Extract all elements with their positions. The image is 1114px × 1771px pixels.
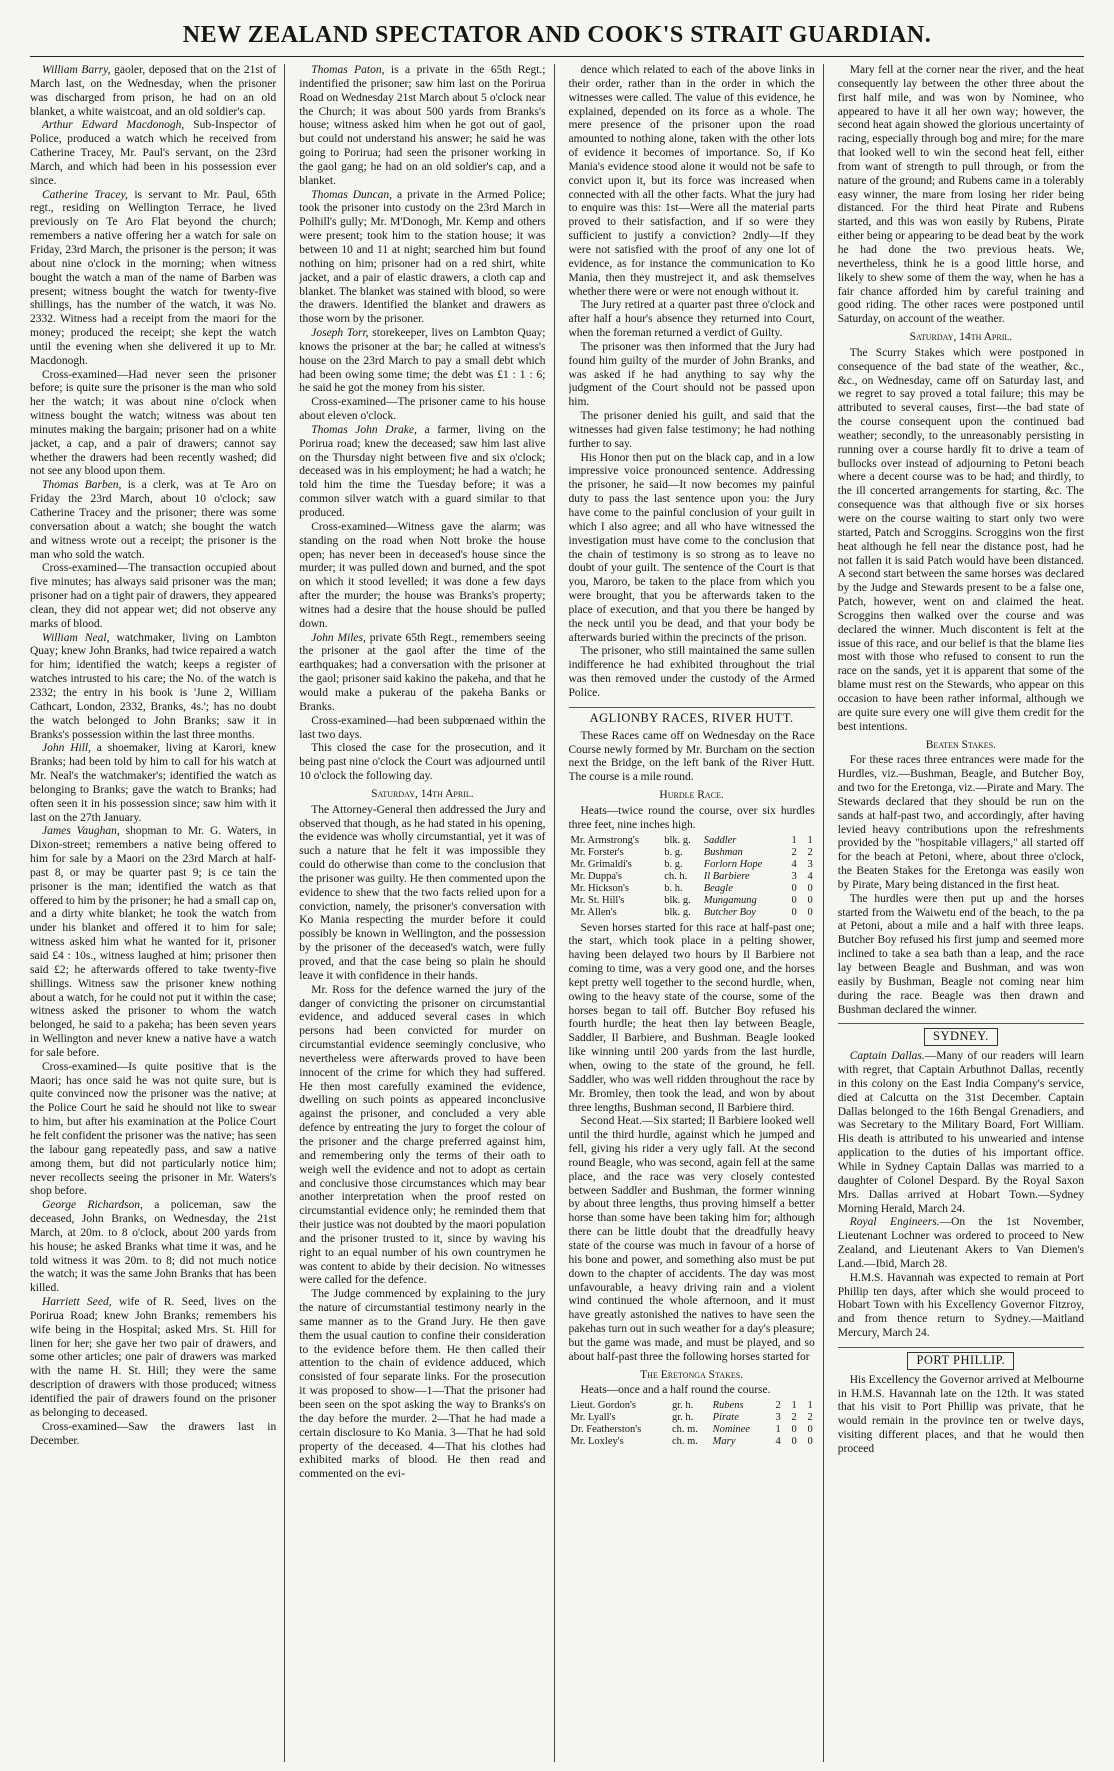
paragraph-text: wife of R. Seed, lives on the Porirua Road; knew John Branks; remembers his wife being in the Hospital; asked Mrs. St. Hill for linen for her; she gave her two pair of drawers, and some other articles; one pair of drawers was marked with the name H. St. Hill; they were the same description of drawers with those produced; witness identified the pair of drawers found on the prisoner as belonging to deceased. bbox=[30, 1296, 277, 1419]
paragraph: Seven horses started for this race at half-past one; the start, which took place in a pelting shower, having been delayed two hours by Il Barbiere not coming to time, was a very good one, and the horses kept pretty well together to the second hurdle, when, owing to the heavy state of the course, some of the horses began to tail off. Butcher Boy refused his fourth hurdle; the heat then lay between Beagle, Saddler, Il Barbiere, and Bushman. Beagle looked like winning until 200 yards from the last hurdle, when, owing to the state of the ground, he fell. Saddler, who was well ridden throughout the race by Mr. Bromley, then took the lead, and won by about three lengths, Bushman second, Il Barbiere third. bbox=[568, 921, 815, 1114]
race-row bbox=[569, 1424, 815, 1436]
paragraph-text: The prisoner denied his guilt, and said that the witnesses had given false testimony; he had nothing further to say. bbox=[568, 410, 815, 450]
paragraph-text: The Attorney-General then addressed the Jury and observed that though, as he had stated in his opening, the evidence was wholly circumstantial, yet it was of such a nature that he felt it was impossible they could do otherwise than come to the conclusion that the prisoner was guilty. He then commented upon the evidence to shew that the two facts relied upon for a conviction, namely, the prisoner's conversation with Ko Mania respecting the murder before it could possibly be known in Wellington, and the possession by the prisoner of the deceased's watch, were fully proved, and that the case being so plain he should leave it with confidence in their hands. bbox=[299, 803, 546, 982]
paragraph bbox=[838, 1272, 1084, 1341]
col2-body-b bbox=[299, 804, 545, 1482]
race-heat-position: 1 bbox=[775, 1424, 781, 1436]
race-horse-name: Il Barbiere bbox=[703, 870, 750, 882]
race-horse-colour: blk. g. bbox=[664, 906, 691, 918]
paragraph-text: For these races three entrances were made for the Hurdles, viz.—Bushman, Beagle, and Butcher Boy, and two for the Eretonga, viz.—Pirate and Mary. The Stewards declared that they should be run on the sands at half-past two, and accordingly, after having levied heavy contributions upon the refreshments provided by the "hospitable villagers," all started off for the beach at Petoni, where, about three o'clock, the Beaten Stakes for the Eretonga was easily won by Pirate, Mary being distanced in the first heat. bbox=[837, 754, 1084, 891]
port-phillip-heading-text: PORT PHILLIP. bbox=[907, 1352, 1014, 1370]
paragraph-text: —Many of our readers will learn with regret, that Captain Arbuthnot Dallas, recently in this colony on the East India Company's service, died at Calcutta on the 31st December. Captain Dallas belonged to the 16th Bengal Grenadiers, and was Secretary to the Military Board, Fort William. His death is attributed to his unwearied and intense application to the duties of his important office. While in Sydney Captain Dallas was married to a daughter of Colonel Despard. By the Royal Saxon Mrs. Dallas arrived at Hobart Town.—Sydney Morning Herald, March 24. bbox=[837, 1050, 1084, 1215]
race-horse-colour: b. g. bbox=[664, 858, 683, 870]
paragraph-text: The prisoner was then informed that the Jury had found him guilty of the murder of John Branks, and was asked if he had anything to say why the judgment of the Court should not be passed upon him. bbox=[568, 340, 815, 409]
paragraph-text: is a private in the 65th Regt.; indentified the prisoner; saw him last on the Porirua Road on Wednesday 21st March about 5 o'clock near the Church; it was about 500 yards from Branks's house; witness asked him when he got out of gaol, but could not understand his answer; he said he was going to Porirua; had seen the prisoner working in the gaol gang; he had on an old soldier's cap, and a blanket. bbox=[299, 64, 546, 187]
paragraph bbox=[838, 347, 1084, 735]
paragraph-lead: Thomas Paton, bbox=[311, 64, 385, 76]
race-horse-name: Mungamung bbox=[703, 894, 757, 906]
paragraph-text: Mary fell at the corner near the river, and the heat consequently lay between the other three about the first half mile, and was won by Nominee, who appeared to have it all her own way; however, the second heat again showed the glorious uncertainty of racing, especially through bog and mire; for the mare that looked well to win the second heat fell, either from want of strength to pull through, or from the nature of the ground; and Rubens came in a tolerably easy winner, the mare from losing her rider being distanced. For the third heat Pirate and Rubens started, and this was won easily by Rubens, Pirate either being or appearing to be dead beat by the work he had done the two previous heats. We, nevertheless, think he is a good little horse, and likely to shew some of them the way, when he has a fair chance afforded him by careful training and good riding. The other races were postponed until Saturday, on account of the weather. bbox=[837, 64, 1084, 326]
paragraph-text: is servant to Mr. Paul, 65th regt., residing on Wellington Terrace, he lived previously on Te Aro Flat beyond the church; remembers a native offering her a watch for sale on Friday, 23rd March, the prisoner is the person; it was about nine o'clock in the morning; when witness bought the watch a man of the name of Barben was present; witness bought the watch for twenty-five shillings, has the number of the watch, it was No. 2332. Witness had a receipt from the maori for the money; produced the receipt; she kept the watch until the evening when she delivered it up to Mr. Macdonogh. bbox=[30, 188, 277, 367]
races-heading-text: AGLIONBY RACES, RIVER HUTT. bbox=[589, 710, 794, 725]
paragraph-text: His Honor then put on the black cap, and in a low impressive voice pronounced sentence. Addressing the prisoner, he said—It now becomes my painful duty to pass the last sentence upon you: the Jury have come to the painful conclusion of your guilt in which I also agree; and all who have witnessed the investigation must have come to the conclusion that the chain of testimony is so strong as to leave no doubt of your guilt. The sentence of the Court is that you, Maroro, be taken to the place from which you were brought, that you be afterwards taken to the place of execution, and that you there be hanged by the neck until you be dead, and that your body be afterwards buried within the precincts of the prison. bbox=[568, 451, 815, 644]
race-owner: Mr. Duppa's bbox=[570, 870, 622, 882]
paragraph-text: Mr. Ross for the defence warned the jury of the danger of convicting the prisoner on circumstantial evidence, and adduced several cases in which persons had been convicted for murder on circumstantial evidence seemingly conclusive, who nevertheless were afterwards proved to have been innocent of the crime for which they had suffered. He then most carefully examined the evidence, dwelling on such points as appeared inconclusive against the prisoner, and concluded a very able defence by entreating the jury to forget the colour of the prisoner and the charge preferred against him, and remembering only the terms of their oath to weigh well the evidence and not to adopt as certain and conclusive those circumstances which may bear another interpretation when the proof rested on circumstantial evidence only; he reminded them that their justice was not doubted by the maori population and the prisoner trusted to it, since by waving his right to an equal number of his own countrymen he was content to abide by their decision. No witnesses were called for the defence. bbox=[299, 983, 546, 1287]
sydney-heading-text: SYDNEY. bbox=[924, 1028, 998, 1046]
col2-section-heading: Saturday, 14th April. bbox=[371, 787, 474, 800]
paragraph bbox=[30, 632, 276, 743]
paragraph-lead: George Richardson, bbox=[42, 1199, 143, 1212]
col4-section-heading: Saturday, 14th April. bbox=[909, 331, 1013, 344]
paragraph bbox=[299, 804, 545, 984]
paragraph-text: a policeman, saw the deceased, John Branks, on Wednesday, the 21st March, at 20m. to 8 o'clock, about 200 yards from his house; he asked Branks what time it was, and he told witness it was 20m. to 8; did not much notice the watch; it was the same John Branks that has been killed. bbox=[30, 1199, 277, 1295]
race-horse-colour: b. h. bbox=[664, 882, 683, 894]
race-horse-name: Rubens bbox=[712, 1400, 744, 1412]
race-row bbox=[569, 907, 815, 919]
paragraph-lead: John Miles, bbox=[311, 631, 366, 644]
paragraph bbox=[838, 1216, 1084, 1271]
paragraph bbox=[838, 1050, 1084, 1216]
paragraph-lead: Catherine Tracey, bbox=[42, 188, 128, 201]
paragraph bbox=[30, 479, 276, 562]
race-owner: Mr. St. Hill's bbox=[570, 894, 625, 906]
race-row bbox=[569, 871, 815, 883]
port-phillip-body bbox=[838, 1374, 1084, 1457]
race-horse-colour: gr. h. bbox=[671, 1400, 694, 1412]
paragraph-text: private 65th Regt., remembers seeing the prisoner at the gaol after the time of the earthquakes; had a conversation with the prisoner at the gaol; prisoner said kakino the pakeha, and that he would make a pukerau of the pakeha Banks or Branks. bbox=[299, 631, 546, 713]
col2-body bbox=[299, 64, 545, 784]
eretonga-table bbox=[569, 1400, 815, 1448]
race-row bbox=[569, 847, 815, 859]
races-intro: These Races came off on Wednesday on the Race Course newly formed by Mr. Burcham on the section next the Bridge, on the left bank of the River Hutt. The course is a mile round. bbox=[568, 729, 815, 784]
race-heat-position: 0 bbox=[807, 1436, 813, 1448]
paragraph bbox=[30, 369, 276, 480]
paragraph-text: a private in the Armed Police; took the prisoner into custody on the 23rd March in Polhill's gully; Mr. M'Donogh, Mr. Kemp and others were present; took him to the station house; it was between 10 and 11 at night; searched him but found nothing on him; prisoner had on a red shirt, white jacket, and a pair of elastic drawers, a cloth cap and blanket. The blanket was stained with blood, so were the drawers. Identified the blanket and drawers as those worn by the prisoner. bbox=[299, 188, 546, 326]
col4-body-b bbox=[838, 347, 1084, 735]
column-4 bbox=[838, 64, 1084, 1762]
col3-body bbox=[569, 64, 815, 701]
paragraph-lead: William Neal, bbox=[42, 631, 110, 644]
masthead-rule bbox=[30, 56, 1084, 57]
paragraph-text: The prisoner, who still maintained the same sullen indifference he had exhibited throughout the trial was then removed under the custody of the Armed Police. bbox=[568, 645, 815, 699]
race-horse-colour: blk. g. bbox=[664, 834, 691, 846]
race-owner: Mr. Armstrong's bbox=[570, 834, 639, 846]
paragraph bbox=[30, 64, 276, 119]
race-heat-position: 2 bbox=[807, 846, 813, 858]
race-heat-position: 1 bbox=[807, 834, 813, 846]
hurdle-race-heading: Hurdle Race. bbox=[659, 789, 724, 802]
paragraph-text: The Judge commenced by explaining to the jury the nature of circumstantial testimony nearly in the same manner as to the Grand Jury. He then gave them the usual caution to confine their consideration to the evidence before them. He then called their attention to the chain of evidence adduced, which consisted of four separate links. For the prosecution it was proposed to show—1—That the prisoner had been seen on the spot asking the way to Branks's on the day before the murder. 2—That he had made a certain disclosure to Ko Mania. 3—That he had sold property of the deceased. 4—That his clothes had exhibited marks of blood. He then read and commented on the evi- bbox=[299, 1288, 546, 1481]
paragraph bbox=[30, 562, 276, 631]
paragraph bbox=[299, 632, 545, 715]
paragraph bbox=[569, 645, 815, 700]
race-horse-colour: ch. m. bbox=[671, 1424, 698, 1436]
race-heat-position: 0 bbox=[791, 1436, 797, 1448]
paragraph-lead: Arthur Edward Macdonogh, bbox=[42, 119, 185, 132]
race-heat-position: 0 bbox=[791, 894, 797, 906]
race-heat-position: 2 bbox=[807, 1412, 813, 1424]
race-owner: Mr. Hickson's bbox=[570, 882, 629, 894]
race-row bbox=[569, 1400, 815, 1412]
race-heat-position: 0 bbox=[791, 1424, 797, 1436]
paragraph-text: —On the 1st November, Lieutenant Lochner was ordered to proceed to New Zealand, and Lieutenant Akers to Van Diemen's Land.—Ibid, March 28. bbox=[837, 1216, 1084, 1270]
race-heat-position: 4 bbox=[807, 870, 813, 882]
paragraph bbox=[299, 396, 545, 424]
column-1 bbox=[30, 64, 285, 1762]
race-horse-name: Mary bbox=[712, 1436, 736, 1448]
race-row bbox=[569, 883, 815, 895]
race-heat-position: 0 bbox=[807, 882, 813, 894]
paragraph bbox=[569, 452, 815, 646]
race-heat-position: 1 bbox=[791, 1400, 797, 1412]
paragraph bbox=[30, 189, 276, 369]
paragraph-lead: William Barry, bbox=[42, 64, 111, 76]
paragraph bbox=[569, 64, 815, 299]
race-heat-position: 3 bbox=[775, 1412, 781, 1424]
race-heat-position: 3 bbox=[807, 858, 813, 870]
paragraph bbox=[838, 893, 1084, 1018]
paragraph-text: is a clerk, was at Te Aro on Friday the 23rd March, about 10 o'clock; saw Catherine Tracey and the prisoner; there was some conversation about a watch; she bought the watch and witness wrote out a receipt; the prisoner is the man who sold the watch. bbox=[30, 479, 277, 561]
paragraph bbox=[299, 521, 545, 632]
column-3 bbox=[569, 64, 824, 1762]
race-owner: Dr. Featherston's bbox=[570, 1424, 642, 1436]
paragraph bbox=[569, 410, 815, 452]
races-heading bbox=[569, 707, 815, 726]
paragraph-text: His Excellency the Governor arrived at Melbourne in H.M.S. Havannah late on the 12th. It was stated that his visit to Port Phillip was private, that he would remain in the province ten or twelve days, visiting different places, and that he would then proceed bbox=[837, 1373, 1084, 1455]
race-heat-position: 0 bbox=[807, 906, 813, 918]
race-row bbox=[569, 1412, 815, 1424]
race-heat-position: 2 bbox=[791, 846, 797, 858]
paragraph-text: a shoemaker, living at Karori, knew Branks; had been told by him to call for his watch at Mr. Neal's the watchmaker's; identified the watch as belonging to Branks; gave the watch to Branks; had often seen it in his possession since; saw him with it last on the 27th January. bbox=[30, 742, 277, 824]
paragraph bbox=[299, 64, 545, 189]
paragraph bbox=[30, 1199, 276, 1296]
paragraph-text: The hurdles were then put up and the horses started from the Waiwetu end of the beach, to the pa at Petoni, about a mile and a half with three leaps. Butcher Boy refused his first jump and seemed more inclined to take a sea bath than a leap, and the race lay between Beagle and Bushman, and was won easily by Bushman, Beagle not coming near him during the race. Beagle was then drawn and Bushman declared the winner. bbox=[837, 892, 1084, 1016]
race-horse-colour: blk. g. bbox=[664, 894, 691, 906]
paragraph bbox=[299, 327, 545, 396]
paragraph-text: watchmaker, living on Lambton Quay; knew John Branks, had twice repaired a watch for him; identified the watch; keeps a register of watches intrusted to his care; the No. of the watch is 2332; the entry in his book is 'June 2, William Cathcart, London, 2332, Branks, 4s.'; has no doubt the watch belonged to John Branks; saw it in Branks's possession within the last three months. bbox=[30, 631, 277, 741]
paragraph bbox=[838, 1374, 1084, 1457]
race-owner: Mr. Grimaldi's bbox=[570, 858, 632, 870]
race-heat-position: 2 bbox=[775, 1400, 781, 1412]
paragraph: Second Heat.—Six started; Il Barbiere looked well until the third hurdle, against which he jumped and fell, giving his rider a very ugly fall. At the second round Beagle, who was second, again fell at the same place, and the race was very closely contested between Saddler and Bushman, the former winning by about three lengths, thus proving himself a better horse than some have been taking him for; although there can be little doubt that the dreadfully heavy state of the course was much in favour of a horse of his bone and power, and something also must be put down to the chapter of accidents. The day was most unfavourable, a heavy driving rain and a violent wind continued the whole afternoon, and it must have greatly astonished the natives to have seen the pakehas turn out in such weather for a day's pleasure; but the game was made, and must be played, and so about half-past three the following horses started for bbox=[568, 1115, 815, 1363]
paragraph-lead: John Hill, bbox=[42, 742, 91, 755]
race-heat-position: 0 bbox=[791, 882, 797, 894]
paragraph-text: Cross-examined—The prisoner came to his house about eleven o'clock. bbox=[299, 396, 546, 423]
paragraph bbox=[569, 299, 815, 341]
paragraph bbox=[30, 119, 276, 188]
eretonga-heading: The Eretonga Stakes. bbox=[640, 1368, 744, 1381]
race-horse-name: Saddler bbox=[703, 834, 737, 846]
hurdle-race-table bbox=[569, 835, 815, 919]
race-owner: Mr. Forster's bbox=[570, 846, 624, 858]
race-horse-colour: ch. m. bbox=[671, 1436, 698, 1448]
paragraph-lead: James Vaughan, bbox=[42, 825, 120, 838]
paragraph-lead: Royal Engineers. bbox=[849, 1216, 940, 1229]
eretonga-desc: Heats—once and a half round the course. bbox=[580, 1384, 771, 1397]
paragraph bbox=[30, 1061, 276, 1199]
race-heat-position: 0 bbox=[791, 906, 797, 918]
col4-body bbox=[838, 64, 1084, 327]
paragraph bbox=[299, 715, 545, 743]
paragraph bbox=[299, 424, 545, 521]
paragraph-lead: Joseph Torr, bbox=[311, 327, 369, 340]
newspaper-page bbox=[30, 64, 1084, 1762]
paragraph-text: Cross-examined—Is quite positive that is the Maori; has once said he was not quite sure, but is quite convinced now the prisoner was the native; at the Police Court he said he should not like to swear to him, but after his examination at the Police Court he felt confident the prisoner was the native; has seen the labour gang repeatedly pass, and saw a native among them, but did not particularly notice him; never recollects seeing the prisoner in Mr. Waters's shop before. bbox=[30, 1060, 277, 1198]
race-heat-position: 3 bbox=[791, 870, 797, 882]
race-horse-name: Butcher Boy bbox=[703, 906, 756, 918]
paragraph bbox=[30, 825, 276, 1060]
paragraph-lead: Captain Dallas. bbox=[849, 1050, 925, 1063]
paragraph-text: Cross-examined—Saw the drawers last in December. bbox=[30, 1420, 277, 1447]
sydney-heading bbox=[838, 1023, 1084, 1046]
paragraph bbox=[569, 341, 815, 410]
race-owner: Mr. Allen's bbox=[570, 906, 617, 918]
sydney-body bbox=[838, 1050, 1084, 1341]
race-horse-colour: ch. h. bbox=[664, 870, 688, 882]
paragraph-lead: Thomas Duncan, bbox=[311, 188, 392, 201]
paragraph bbox=[299, 1288, 545, 1482]
col4-body-c bbox=[838, 754, 1084, 1017]
race-horse-name: Beagle bbox=[703, 882, 733, 894]
paragraph-text: The Jury retired at a quarter past three o'clock and after half a hour's absence they returned into Court, when the foreman returned a verdict of Guilty. bbox=[568, 299, 815, 340]
paragraph bbox=[30, 1296, 276, 1421]
masthead-title: NEW ZEALAND SPECTATOR AND COOK'S STRAIT GUARDIAN. bbox=[182, 22, 932, 48]
paragraph bbox=[30, 742, 276, 825]
paragraph bbox=[30, 1421, 276, 1449]
race-horse-name: Forlorn Hope bbox=[703, 858, 763, 870]
paragraph-text: dence which related to each of the above links in their order, rather than in the order in which the witnesses were called. The value of this evidence, he explained, depended on its force as a whole. The mere presence of the prisoner upon the road amounted to nothing alone, taken with the other lots of evidence it becomes of importance. So, if Ko Mania's evidence stood alone it would not be safe to convict upon it, but its force was increased when connected with all the other facts. What the jury had to enquire was this: 1st—Were all the material parts proved to their satisfaction, and if so were they sufficient to justify a conviction? 2ndly—If they were not satisfied with the proof of any one lot of evidence, as for instance the communication to Ko Mania, then they mustreject it, and ask themselves whether there were or were not enough without it. bbox=[568, 64, 815, 298]
race-row bbox=[569, 835, 815, 847]
paragraph-text: storekeeper, lives on Lambton Quay; knows the prisoner at the bar; he called at witness's house on the 23rd March to pay a small debt which had been owing some time; the debt was £1 : 1 : 6; he said he got the money from his sister. bbox=[299, 327, 546, 395]
race-owner: Mr. Loxley's bbox=[570, 1436, 624, 1448]
race-horse-name: Bushman bbox=[703, 846, 743, 858]
race-horse-name: Nominee bbox=[712, 1424, 750, 1436]
race-heat-position: 1 bbox=[807, 1400, 813, 1412]
paragraph-lead: Harriett Seed, bbox=[42, 1296, 112, 1309]
paragraph-text: Cross-examined—Had never seen the prisoner before; is quite sure the prisoner is the man who sold her the watch; it was about nine o'clock when witness bought the watch; witness was about ten minutes making the bargain; prisoner had on a white jacket, a cap, and a pair of drawers; cannot say whether the drawers had been recently washed; did not see any blood upon them. bbox=[30, 368, 277, 478]
race-owner: Lieut. Gordon's bbox=[570, 1400, 636, 1412]
paragraph-text: This closed the case for the prosecution, and it being past nine o'clock the Court was adjourned until 10 o'clock the following day. bbox=[299, 742, 546, 783]
race-heat-position: 4 bbox=[791, 858, 797, 870]
race-heat-position: 0 bbox=[807, 1424, 813, 1436]
paragraph bbox=[299, 742, 545, 784]
paragraph-lead: Thomas John Drake, bbox=[311, 423, 417, 436]
race-row bbox=[569, 895, 815, 907]
race-horse-colour: b. g. bbox=[664, 846, 683, 858]
col1-body bbox=[30, 64, 276, 1448]
paragraph-text: Sub-Inspector of Police, produced a watch which he received from Catherine Tracey, Mr. Paul's servant, on the 23rd March, and which had been in his possession ever since. bbox=[30, 119, 277, 187]
race-heat-position: 0 bbox=[807, 894, 813, 906]
race-row bbox=[569, 859, 815, 871]
paragraph-text: Cross-examined—Witness gave the alarm; was standing on the road when Nott broke the house open; has never been in deceased's house since the murder; it was pulled down and burned, and the spot on which it stood levelled; it was done a few days after the murder; the house was Branks's property; witnes had a desire that the house should be pulled down. bbox=[299, 520, 546, 630]
column-2 bbox=[299, 64, 554, 1762]
race-horse-colour: gr. h. bbox=[671, 1412, 694, 1424]
hurdle-race-desc: Heats—twice round the course, over six hurdles three feet, nine inches high. bbox=[568, 804, 815, 831]
paragraph-text: Cross-examined—The transaction occupied about five minutes; has always said prisoner was the man; prisoner had on a tight pair of drawers, they appeared clean, they did not appear wet; did not observe any marks of blood. bbox=[30, 562, 277, 630]
race-owner: Mr. Lyall's bbox=[570, 1412, 616, 1424]
paragraph bbox=[299, 984, 545, 1289]
port-phillip-heading bbox=[838, 1347, 1084, 1370]
beaten-stakes-heading: Beaten Stakes. bbox=[925, 738, 997, 751]
race-heat-position: 2 bbox=[791, 1412, 797, 1424]
paragraph-text: gaoler, deposed that on the 21st of March last, on the Wednesday, when the prisoner was discharged from prison, he had on an old blanket, a white waistcoat, and an old soldier's cap. bbox=[30, 64, 277, 118]
race-horse-name: Pirate bbox=[712, 1412, 739, 1424]
race-heat-position: 1 bbox=[791, 834, 797, 846]
paragraph-text: shopman to Mr. G. Waters, in Dixon-street; remembers a native being offered to him for sale by a Maori on the 23rd March at half-past 8, or may be quarter past 9; is ce tain the prisoner is the man; identified the watch as that offered to him by the prisoner; he had a small cap on, and a dirty white blanket; he took the watch from under his blanket and offered it to him for sale; witness asked him what he wanted for it, prisoner said £4 : 10s., witness laughed at him; prisoner then said £2; he afterwards offered to take twenty-five shillings. Witness saw the prisoner knew nothing about a watch, for he could not put it within the case; witness asked the prisoner to whom the watch belonged, he said to a pakeha; has been seven years in Wellington and never knew a native have a watch for sale before. bbox=[30, 825, 277, 1059]
paragraph bbox=[838, 754, 1084, 892]
paragraph-text: H.M.S. Havannah was expected to remain at Port Phillip ten days, after which she would proceed to Hobart Town with his Excellency Governor Fitzroy, and from thence return to Sydney.—Maitland Mercury, March 24. bbox=[837, 1271, 1084, 1340]
paragraph-text: Cross-examined—had been subpœnaed within the last two days. bbox=[299, 714, 546, 741]
paragraph bbox=[838, 64, 1084, 327]
paragraph bbox=[299, 189, 545, 327]
hurdle-race-report bbox=[569, 922, 815, 1365]
paragraph-text: The Scurry Stakes which were postponed in consequence of the bad state of the weather, &c., &c., on Wednesday, came off on Saturday last, and we regret to say proved a total failure; this may be attributed to several causes, first—the bad state of the course consequent upon the continued bad weather; secondly, to the unreasonably persisting in running over a course hardly fit to drive a team of bullocks over instead of adjourning to Petoni beach where a decent course was to be had; and thirdly, to the ill concerted arrangements for starting, &c. The consequence was that although five or six horses were on the course waiting to start only two were started, Patch and Scroggins. Scroggins won the first heat although he fell near the distance post, had he not fallen it is said Patch would have been distanced. A second start between the same horses was declared by the Judge and Stewards present to be a false one, Patch, however, went on and claimed the heat. Scroggins then walked over the course and was declared the winner. Much discontent is felt at the issue of this race, and our belief is that the blame lies most with those who refused to consent to run the race on the sands, yet it is apparent that some of the blame must rest on the Stewards, who appear on this occasion to have been rather informal, although we are quite sure every one will give them credit for the best intentions. bbox=[837, 346, 1084, 733]
paragraph-text: a farmer, living on the Porirua road; knew the deceased; saw him last alive on the Thursday night between five and six o'clock; deceased was in his employment; he had a watch; he told him the time the Tuesday before; it was a common silver watch with a guard similar to that produced. bbox=[299, 423, 546, 519]
race-row bbox=[569, 1436, 815, 1448]
race-heat-position: 4 bbox=[775, 1436, 781, 1448]
paragraph-lead: Thomas Barben, bbox=[42, 479, 122, 492]
